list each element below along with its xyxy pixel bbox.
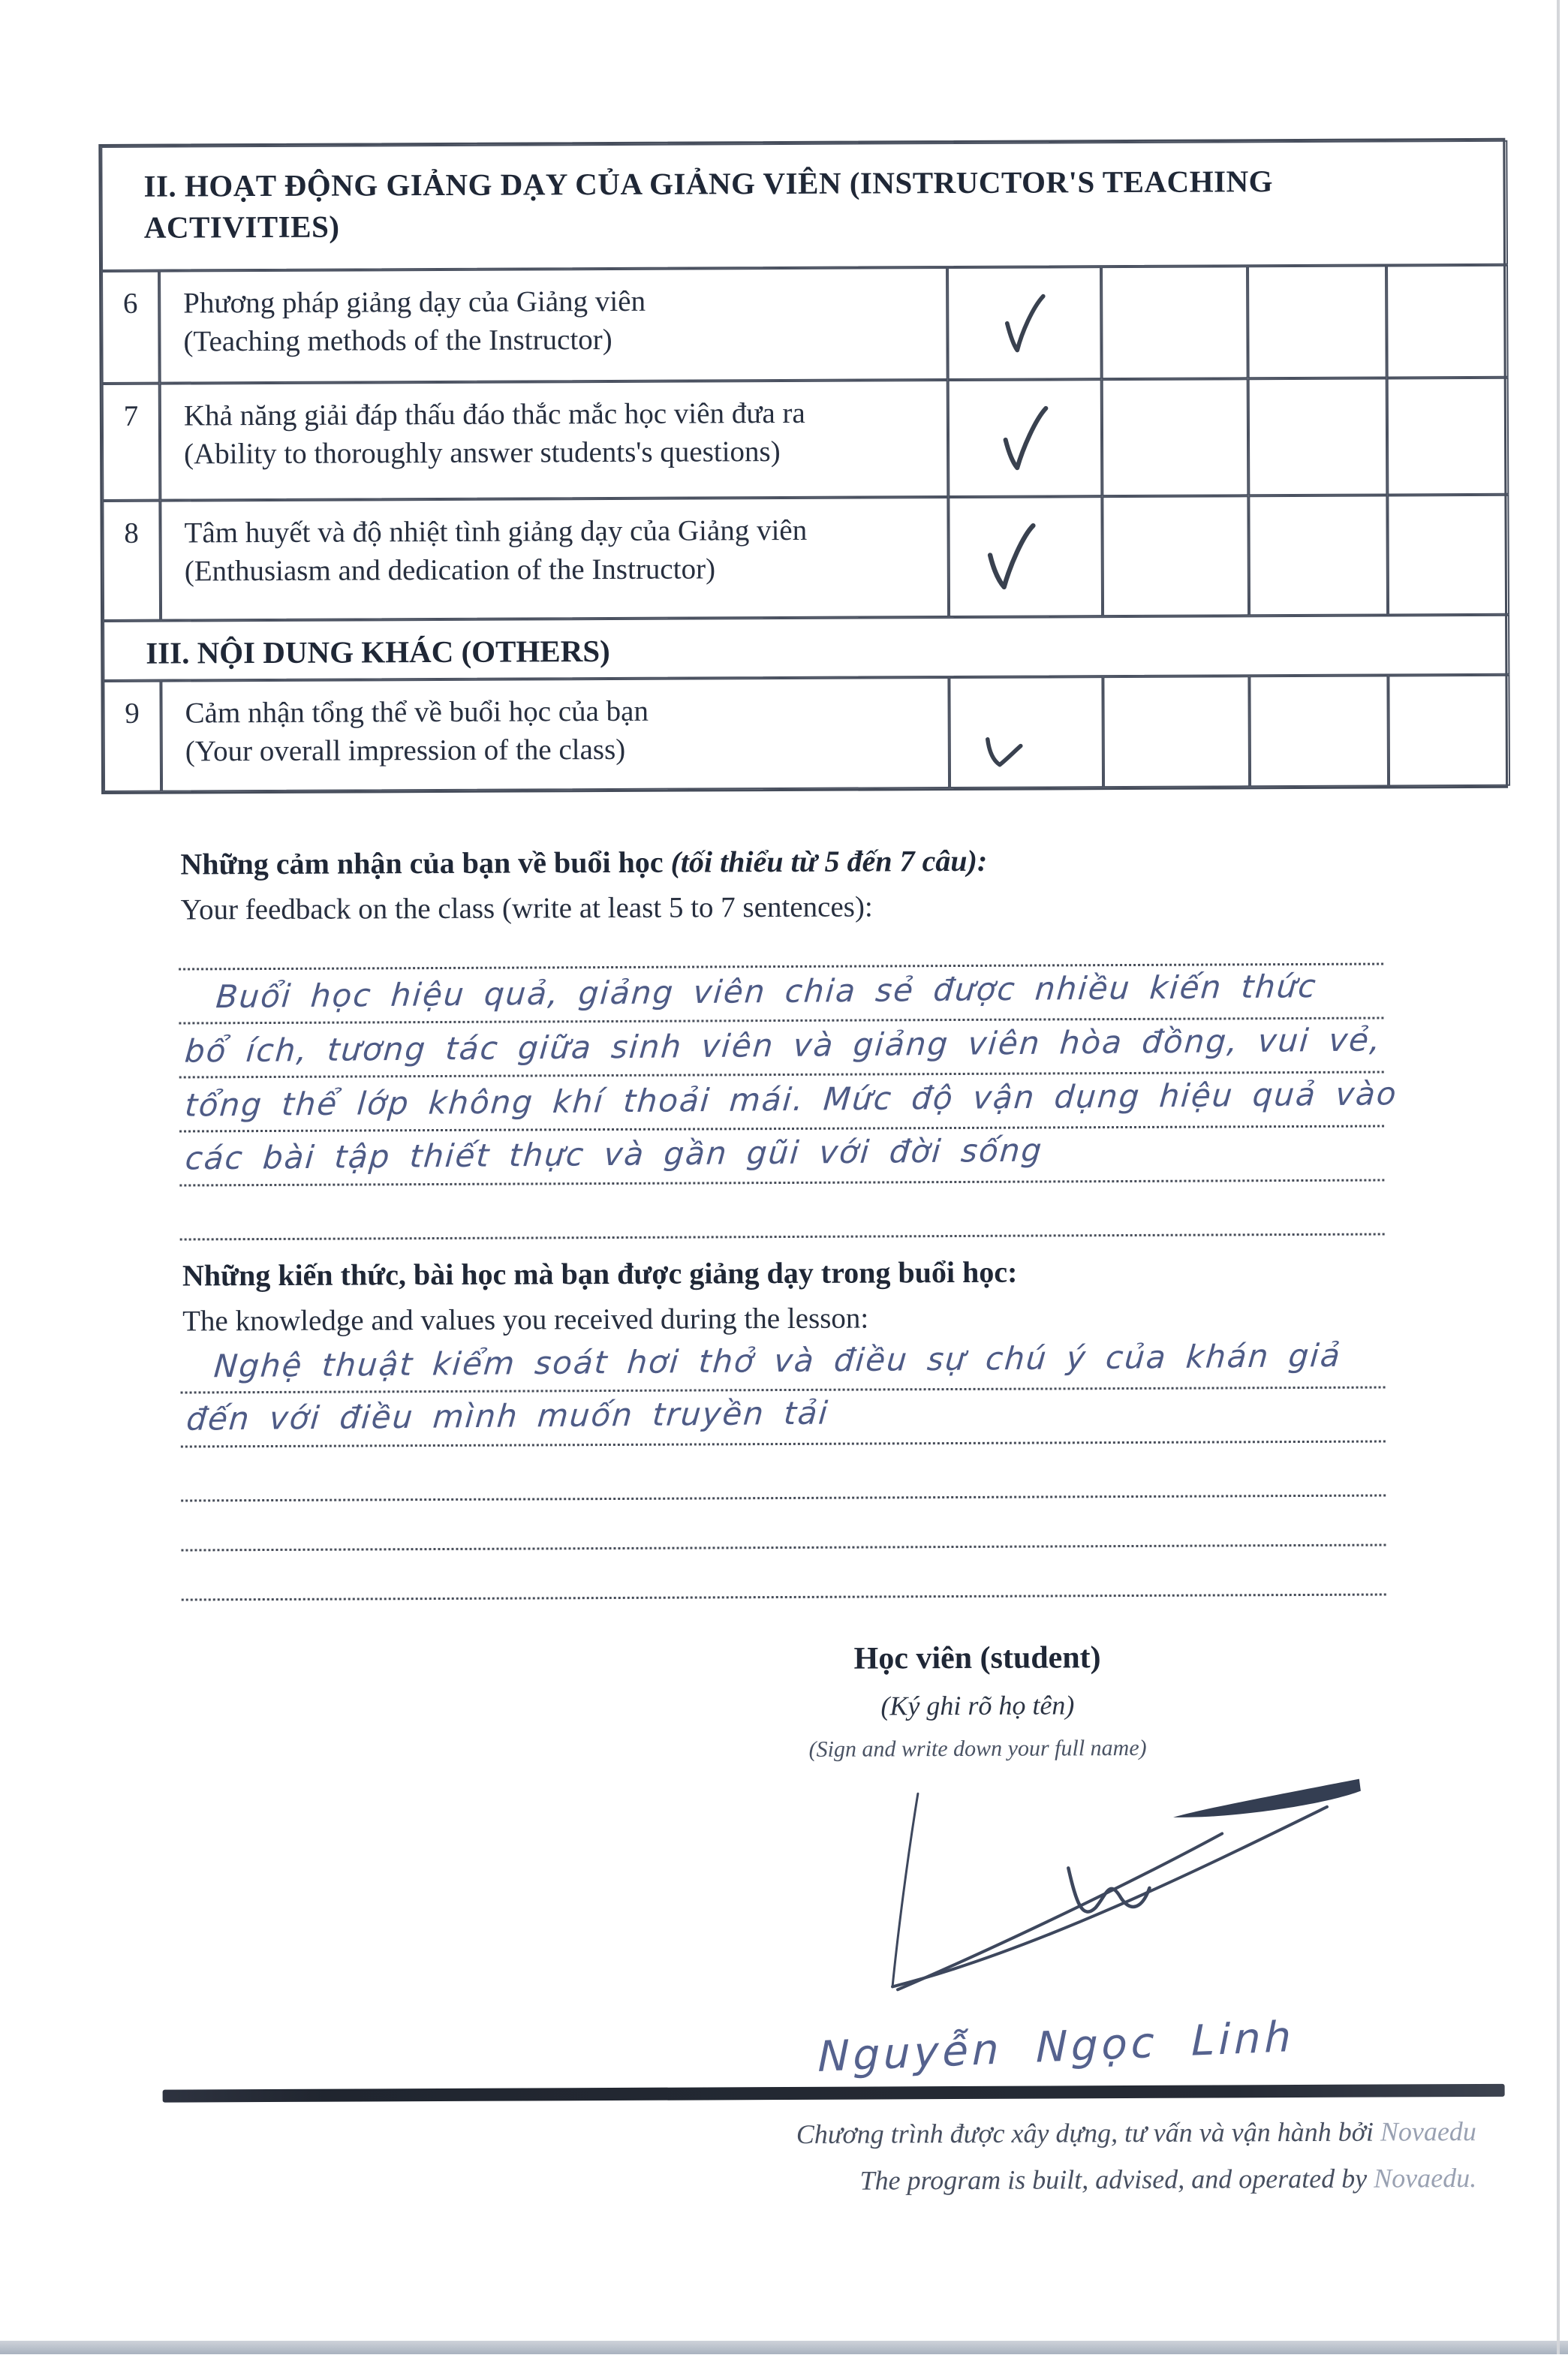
handwriting-line: các bài tập thiết thực và gần gũi với đời sống <box>184 1131 1045 1177</box>
footer-note-en: The program is built, advised, and operated by Novaedu. <box>859 2162 1477 2196</box>
question-cell <box>160 497 949 621</box>
novaedu-brand: Novaedu <box>1380 2116 1476 2147</box>
row-number: 6 <box>101 271 160 384</box>
dotted-line <box>180 1233 1385 1241</box>
row-number: 7 <box>102 384 161 501</box>
scan-right-edge <box>1557 0 1560 2354</box>
dotted-line <box>181 1495 1386 1502</box>
rating-cell-empty <box>1102 378 1249 496</box>
rating-cell-empty <box>1387 495 1509 616</box>
rating-cell-empty <box>1248 378 1388 495</box>
rating-cell-empty <box>1103 676 1250 788</box>
student-name-handwritten: Nguyễn Ngọc Linh <box>817 2012 1296 2082</box>
dotted-line <box>179 1179 1384 1187</box>
rating-cell-empty <box>1101 266 1248 379</box>
question-vi: Khả năng giải đáp thấu đáo thắc mắc học viên đưa ra <box>183 396 805 432</box>
rating-cell-checked <box>949 676 1103 788</box>
question-cell <box>160 380 949 501</box>
signature-scribble <box>843 1766 1369 2001</box>
section2-title: II. HOẠT ĐỘNG GIẢNG DẠY CỦA GIẢNG VIÊN (INSTRUCTOR'S TEACHING ACTIVITIES) <box>101 140 1508 271</box>
question-en: (Your overall impression of the class) <box>185 733 626 768</box>
question-vi: Cảm nhận tổng thể về buổi học của bạn <box>185 694 649 730</box>
rating-cell-empty <box>1248 495 1388 616</box>
section3-title: III. NỘI DUNG KHÁC (OTHERS) <box>103 615 1509 681</box>
novaedu-brand: Novaedu. <box>1374 2162 1477 2194</box>
dotted-line <box>181 1387 1386 1394</box>
signature-title: Học viên (student) <box>853 1640 1101 1676</box>
checkmark-icon <box>1000 402 1049 473</box>
knowledge-heading-en: The knowledge and values you received during the lesson: <box>182 1302 869 1338</box>
rating-cell-checked <box>948 379 1103 497</box>
question-vi: Phương pháp giảng dạy của Giảng viên <box>183 285 646 320</box>
rating-cell-empty <box>1102 495 1249 616</box>
scan-bottom-edge <box>0 2341 1568 2354</box>
checkmark-icon <box>1001 292 1048 354</box>
feedback-heading-en: Your feedback on the class (write at least 5 to 7 sentences): <box>180 890 873 926</box>
footer-note-vi: Chương trình được xây dựng, tư vấn và vận hành bởi Novaedu <box>796 2116 1476 2149</box>
signature-note-vi: (Ký ghi rõ họ tên) <box>880 1690 1075 1721</box>
checkmark-icon <box>983 725 1025 772</box>
dotted-line <box>182 1594 1386 1601</box>
question-cell <box>161 677 950 792</box>
question-en: (Teaching methods of the Instructor) <box>183 324 612 358</box>
signature-note-en: (Sign and write down your full name) <box>808 1735 1147 1762</box>
handwriting-line: Nghệ thuật kiểm soát hơi thở và điều sự chú ý của khán giả <box>212 1336 1343 1385</box>
knowledge-heading-vi: Những kiến thức, bài học mà bạn được giảng dạy trong buổi học: <box>182 1254 1018 1293</box>
question-cell <box>159 267 948 384</box>
dotted-line <box>181 1441 1386 1448</box>
feedback-heading-vi: Những cảm nhận của bạn về buổi học (tối thiểu từ 5 đến 7 câu): <box>180 843 988 881</box>
dotted-line <box>179 1125 1384 1133</box>
rating-cell-empty <box>1249 675 1389 787</box>
dotted-line <box>181 1544 1386 1552</box>
checkmark-icon <box>983 522 1038 592</box>
row-number: 8 <box>102 501 161 621</box>
evaluation-table <box>98 138 1508 794</box>
question-vi: Tâm huyết và độ nhiệt tình giảng dạy của Giảng viên <box>184 513 808 550</box>
rating-cell-checked <box>948 496 1103 617</box>
handwriting-line: bổ ích, tương tác giữa sinh viên và giảng viên hòa đồng, vui vẻ, <box>183 1021 1383 1070</box>
handwriting-line: đến với điều mình muốn truyền tải <box>185 1394 831 1438</box>
question-en: (Enthusiasm and dedication of the Instructor) <box>184 553 716 588</box>
footer-divider <box>163 2084 1505 2103</box>
rating-cell-empty <box>1247 265 1387 378</box>
rating-cell-empty <box>1387 378 1509 495</box>
question-en: (Ability to thoroughly answer students's questions) <box>184 435 781 471</box>
handwriting-line: Buổi học hiệu quả, giảng viên chia sẻ được nhiều kiến thức <box>215 968 1319 1016</box>
rating-cell-empty <box>1386 265 1509 378</box>
row-number: 9 <box>103 681 161 792</box>
handwriting-line: tổng thể lớp không khí thoải mái. Mức độ vận dụng hiệu quả vào <box>183 1075 1399 1124</box>
rating-cell-empty <box>1388 675 1510 787</box>
rating-cell-checked <box>947 267 1102 380</box>
